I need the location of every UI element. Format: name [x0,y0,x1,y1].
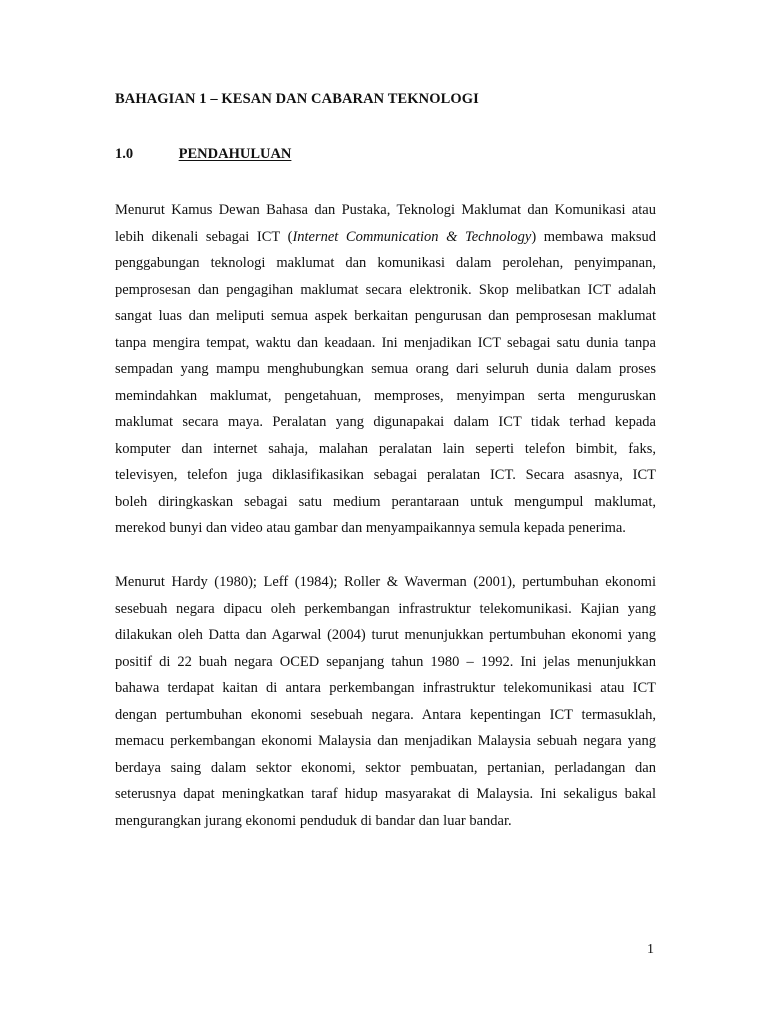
paragraph-1-line: memindahkan maklumat, pengetahuan, memproses, menyimpan serta menguruskan [115,387,656,404]
paragraph-2-line: dengan pertumbuhan ekonomi sesebuah negara. Antara kepentingan ICT termasuklah, [115,706,656,723]
paragraph-2-line: mengurangkan jurang ekonomi penduduk di bandar dan luar bandar. [115,812,512,829]
paragraph-1-line: sangat luas dan meliputi semua aspek berkaitan pengurusan dan pemprosesan maklumat [115,308,656,324]
page-number: 1 [647,942,654,957]
italic-phrase: Internet Communication & Technology [292,228,532,245]
paragraph-2 [115,569,656,834]
paragraph-2-line: positif di 22 buah negara OCED sepanjang tahun 1980 – 1992. Ini jelas menunjukkan [115,653,656,670]
paragraph-2-line: sesebuah negara dipacu oleh perkembangan infrastruktur telekomunikasi. Kajian yang [115,600,656,617]
paragraph-1-line: penggabungan teknologi maklumat dan komunikasi dalam perolehan, penyimpanan, [115,255,656,271]
section-label: PENDAHULUAN [178,146,292,162]
paragraph-1-line: boleh diringkaskan sebagai satu medium perantaraan untuk mengumpul maklumat, [115,493,656,510]
paragraph-2-line: memacu perkembangan ekonomi Malaysia dan menjadikan Malaysia sebuah negara yang [115,733,656,749]
paragraph-2-line: dilakukan oleh Datta dan Agarwal (2004) turut menunjukkan pertumbuhan ekonomi yang [115,627,656,643]
paragraph-1 [115,197,656,542]
paragraph-1-line: tanpa mengira tempat, waktu dan keadaan. Ini menjadikan ICT sebagai satu dunia tanpa [115,334,656,351]
paragraph-1-line: komputer dan internet sahaja, malahan peralatan lain seperti telefon bimbit, faks, [115,440,656,457]
paragraph-1-line: pemprosesan dan pengagihan maklumat secara elektronik. Skop melibatkan ICT adalah [115,281,656,298]
paragraph-2-line: Menurut Hardy (1980); Leff (1984); Roller & Waverman (2001), pertumbuhan ekonomi [115,574,656,590]
paragraph-2-line: berdaya saing dalam sektor ekonomi, sektor pembuatan, pertanian, perladangan dan [115,759,656,776]
paragraph-1-line: Menurut Kamus Dewan Bahasa dan Pustaka, Teknologi Maklumat dan Komunikasi atau [115,202,656,218]
paragraph-1-line-italic: lebih dikenali sebagai ICT (Internet Communication & Technology) membawa maksud [115,228,656,245]
paragraph-1-line: merekod bunyi dan video atau gambar dan menyampaikannya semula kepada penerima. [115,520,626,536]
section-heading [115,146,291,163]
paragraph-2-line: seterusnya dapat meningkatkan taraf hidup masyarakat di Malaysia. Ini sekaligus bakal [115,786,656,802]
paragraph-1-line: televisyen, telefon juga diklasifikasikan sebagai peralatan ICT. Secara asasnya, ICT [115,467,656,483]
document-title: BAHAGIAN 1 – KESAN DAN CABARAN TEKNOLOGI [115,91,479,107]
paragraph-2-line: bahawa terdapat kaitan di antara perkembangan infrastruktur telekomunikasi atau ICT [115,680,656,696]
section-number: 1.0 [115,146,134,162]
paragraph-1-line: maklumat secara maya. Peralatan yang digunapakai dalam ICT tidak terhad kepada [115,414,656,430]
paragraph-1-line: sempadan yang mampu menghubungkan semua orang dari seluruh dunia dalam proses [115,361,656,377]
